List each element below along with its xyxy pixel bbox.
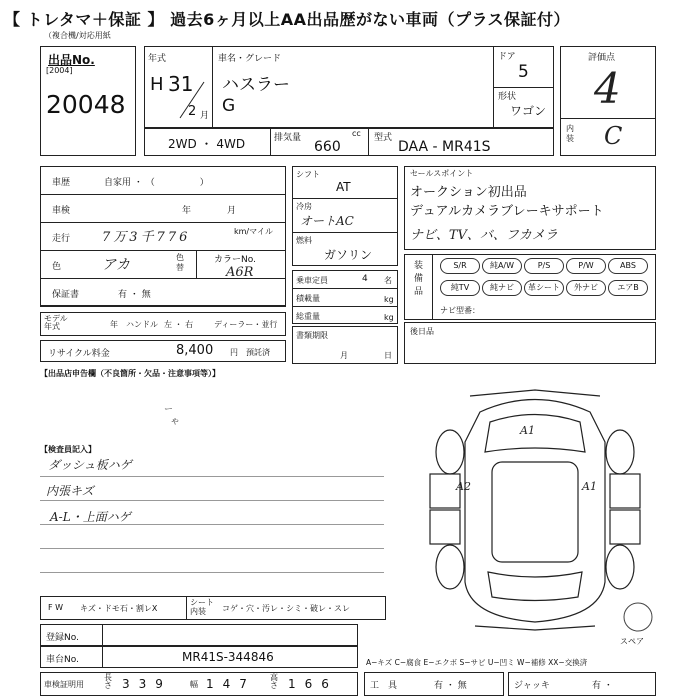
mileage-value: 7万3千776 [102, 230, 191, 245]
seat-items: コゲ・穴・汚レ・シミ・破レ・スレ [222, 604, 350, 613]
spare-label: スペア [620, 637, 644, 646]
history-value: 自家用 ・ （ ） [104, 178, 209, 188]
after-items-label: 後日品 [410, 327, 434, 336]
inspection-value: 年 月 [182, 206, 237, 216]
recycle-amount: 8,400 [176, 343, 214, 358]
doors-label: ドア [498, 52, 516, 62]
fuel-label: 燃料 [296, 236, 312, 245]
mileage-label: 走行 [52, 234, 71, 244]
score-label: 評価点 [588, 53, 616, 63]
history-label: 車歴 [52, 178, 71, 188]
model-code: DAA - MR41S [398, 139, 491, 155]
car-body-outline [465, 400, 605, 623]
fuel-value: ガソリン [324, 248, 373, 262]
inspection-label: 車検 [52, 206, 71, 216]
gross-unit: kg [384, 313, 394, 322]
damage-mark-left: A2 [456, 480, 471, 493]
color-code-label: カラーNo. [214, 255, 256, 265]
selling-points-label: セールスポイント [410, 169, 474, 178]
lot-prefix: [2004] [46, 66, 73, 75]
cert-height-label: 高さ [270, 673, 278, 690]
doc-month: 月 [340, 351, 348, 360]
equipment-item: ABS [608, 258, 648, 274]
equipment-label: 装備品 [414, 261, 424, 297]
chassis-label: 車台No. [46, 655, 79, 665]
fw-items: キズ・ドモ石・割レX [80, 604, 158, 613]
stray-marks [160, 400, 200, 430]
model-year-unit: 年 [110, 320, 118, 329]
left-rear-door [430, 510, 460, 544]
warranty-label: 保証書 [52, 290, 80, 300]
front-bumper [470, 390, 600, 396]
lot-label: 出品No. [48, 53, 95, 67]
svg-text:ゃ: ゃ [170, 416, 180, 427]
equipment-item: 外ナビ [566, 280, 606, 296]
tools-label: 工 具 [370, 681, 398, 691]
selling-point-handwritten: ナビ、TV、バ、フカメラ [410, 228, 558, 243]
body-type: ワゴン [510, 104, 547, 118]
equipment-item: P/S [524, 258, 564, 274]
displacement-unit: cc [352, 129, 361, 138]
recycle-unit: 円 [230, 348, 238, 357]
front-right-wheel [606, 430, 634, 474]
displacement-label: 排気量 [274, 133, 302, 143]
year: 31 [168, 72, 194, 96]
load-label: 積載量 [296, 294, 320, 303]
jack-label: ジャッキ [514, 681, 550, 691]
recycle-label: リサイクル料金 [48, 349, 110, 359]
selling-point-2: デュアルカメラブレーキサポート [410, 204, 604, 219]
cert-width-label: 幅 [190, 680, 198, 689]
equipment-item: 革シート [524, 280, 564, 296]
selling-point-1: オークション初出品 [410, 185, 527, 200]
lot-number: 20048 [46, 90, 126, 119]
mileage-unit: km/マイル [234, 227, 273, 236]
equipment-item: 純ナビ [482, 280, 522, 296]
spare-tire-icon [620, 600, 656, 636]
inspector-note-3: A-L・上面ハゲ [50, 510, 131, 524]
shift-value: AT [336, 180, 351, 194]
color-value: アカ [102, 257, 130, 273]
ac-label: 冷房 [296, 202, 312, 211]
recycle-note: 預託済 [246, 348, 270, 357]
era: H [150, 74, 164, 95]
color-label: 色 [52, 262, 62, 272]
doors-value: 5 [518, 62, 529, 82]
score-value: 4 [594, 64, 621, 113]
grade: G [222, 96, 236, 116]
shift-label: シフト [296, 170, 320, 179]
front-left-wheel [436, 430, 464, 474]
navi-label: ナビ型番： [440, 306, 480, 315]
handle-value: 左 ・ 右 [164, 320, 194, 329]
interior-value: C [604, 122, 623, 150]
rear-window [488, 572, 582, 601]
warranty-value: 有 ・ 無 [118, 290, 151, 300]
capacity-value: 4 [362, 274, 368, 284]
rear-left-wheel [436, 545, 464, 589]
model-label: 型式 [374, 133, 393, 143]
cert-height: 166 [288, 677, 338, 691]
after-items-box [404, 322, 656, 364]
doc-label: 書類期限 [296, 331, 328, 340]
car-damage-diagram [410, 382, 660, 632]
exhibitor-label: 【出品店申告欄（不良箇所・欠品・注意事項等）】 [40, 369, 220, 378]
body-label: 形状 [498, 92, 517, 102]
displacement-value: 660 [314, 139, 341, 155]
year-label: 年式 [148, 54, 167, 64]
sheet-header-note: （複合機/対応用紙 [44, 31, 111, 40]
month-unit: 月 [200, 111, 210, 121]
svg-text:ー: ー [164, 405, 174, 415]
equipment-item: 純TV [440, 280, 480, 296]
equipment-item: S/R [440, 258, 480, 274]
color-code: A6R [226, 265, 254, 280]
cert-width: 147 [206, 677, 256, 691]
equipment-item: 純A/W [482, 258, 522, 274]
drive-value: 2WD ・ 4WD [168, 137, 246, 151]
damage-mark-front: A1 [520, 424, 535, 437]
equipment-item: エアB [608, 280, 648, 296]
registration-label: 登録No. [46, 633, 79, 643]
chassis-value: MR41S-344846 [182, 650, 274, 664]
page-banner: 【 トレタマ＋保証 】 過去6ヶ月以上AA出品歴がない車両（プラス保証付） [4, 9, 570, 29]
handle-label: ハンドル [126, 320, 158, 329]
model-year-label: モデル年式 [44, 314, 68, 331]
damage-legend: A−キズ C−腐食 E−エクボ S−サビ U−凹ミ W−補修 XX−交換済 [366, 658, 588, 667]
ac-value: オートAC [300, 214, 354, 228]
rear-right-wheel [606, 545, 634, 589]
seat-label: シート内装 [190, 598, 214, 616]
capacity-unit: 名 [384, 276, 392, 285]
inspector-note-1: ダッシュ板ハゲ [48, 458, 132, 472]
dealer-label: ディーラー・並行 [214, 320, 278, 329]
cert-length: 339 [122, 677, 172, 691]
interior-label: 内装 [566, 124, 574, 143]
gross-label: 総重量 [296, 312, 320, 321]
month: 2 [188, 104, 197, 119]
equipment-item: P/W [566, 258, 606, 274]
car-name: ハスラー [222, 75, 290, 95]
cert-length-label: 長さ [104, 673, 112, 690]
tools-value: 有 ・ 無 [434, 681, 467, 691]
color-change-label: 色替 [176, 253, 184, 272]
capacity-label: 乗車定員 [296, 276, 328, 285]
doc-day: 日 [384, 351, 392, 360]
certificate-label: 車検証明用 [44, 680, 84, 689]
jack-value: 有 ・ [592, 681, 613, 691]
rear-bumper [475, 626, 595, 630]
registration-row [40, 624, 358, 646]
inspector-label: 【検査員記入】 [40, 445, 96, 454]
inspector-note-2: 内張キズ [46, 484, 94, 498]
right-front-door [610, 474, 640, 508]
right-rear-door [610, 510, 640, 544]
fw-label: F W [48, 603, 64, 612]
name-label: 車名・グレード [218, 54, 282, 64]
roof [492, 462, 578, 562]
load-unit: kg [384, 295, 394, 304]
damage-mark-right: A1 [582, 480, 597, 493]
windshield [485, 415, 585, 453]
